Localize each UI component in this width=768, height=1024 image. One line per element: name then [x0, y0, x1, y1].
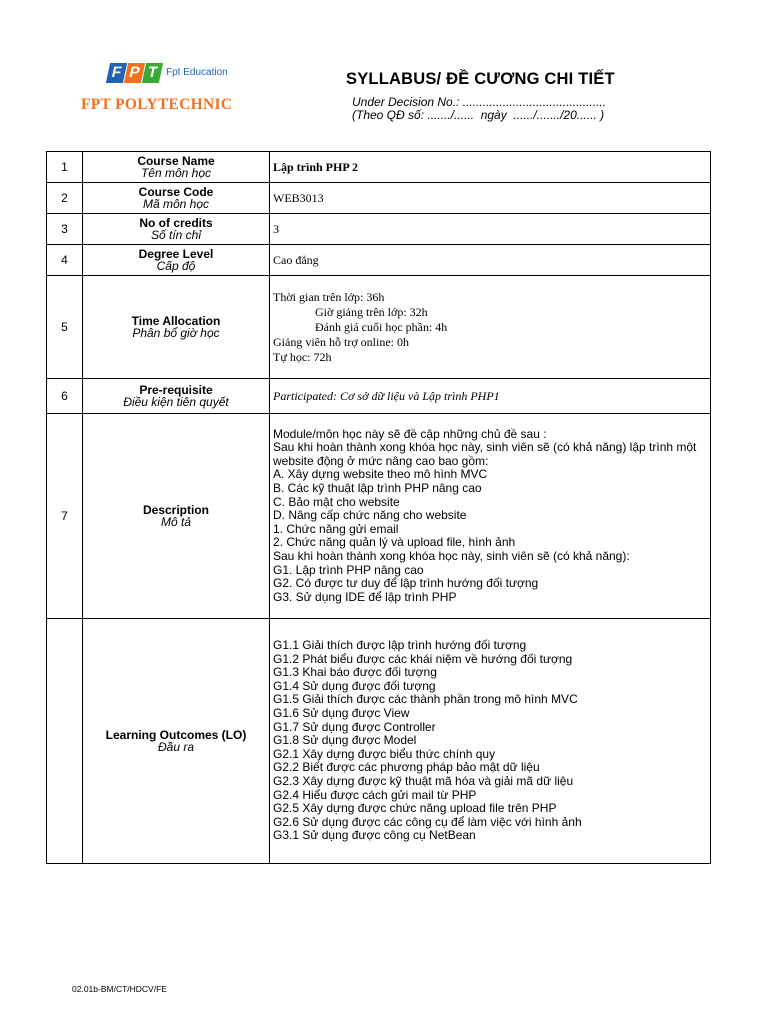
- time-line: Tự học: 72h: [273, 349, 332, 364]
- description-line: D. Nâng cấp chức năng cho website: [273, 508, 467, 523]
- row-number: 5: [47, 276, 83, 379]
- course-name-value: Lập trình PHP 2: [270, 152, 711, 183]
- label-vi: Mã môn học: [142, 197, 210, 211]
- prerequisite-value: Participated: Cơ sở dữ liệu và Lập trình PHP1: [270, 379, 711, 414]
- row-label: [83, 379, 270, 414]
- outcome-line: G1.8 Sử dụng được Model: [273, 733, 417, 748]
- label-en: Pre-requisite: [139, 383, 213, 397]
- fpt-logo-mark: [108, 63, 162, 85]
- course-code-value: WEB3013: [270, 183, 711, 214]
- row-degree: [47, 245, 711, 276]
- label-vi: Tên môn học: [140, 166, 212, 180]
- time-line: Đánh giá cuối học phần: 4h: [315, 319, 448, 334]
- fpt-polytechnic-logo: [80, 60, 260, 116]
- row-course-name: [47, 152, 711, 183]
- outcome-line: G3.1 Sử dụng được công cụ NetBean: [273, 828, 476, 843]
- outcome-line: G2.4 Hiểu được cách gửi mail từ PHP: [273, 787, 477, 802]
- syllabus-table: [46, 151, 711, 864]
- row-label: [83, 245, 270, 276]
- row-label: [83, 152, 270, 183]
- label-en: No of credits: [139, 216, 213, 230]
- outcome-line: G2.6 Sử dụng được các công cụ để làm việc với hình ảnh: [273, 814, 582, 829]
- page-title: SYLLABUS/ ĐỀ CƯƠNG CHI TIẾT: [346, 70, 615, 88]
- logo-polytechnic-text: FPT POLYTECHNIC: [81, 96, 233, 113]
- logo-tile-p: P: [124, 63, 145, 83]
- label-vi: Số tín chỉ: [150, 228, 202, 242]
- degree-value: Cao đẳng: [270, 245, 711, 276]
- label-vi: Phân bổ giờ học: [132, 326, 220, 340]
- learning-outcomes-value: [270, 619, 711, 864]
- logo-tile-f: F: [106, 63, 127, 83]
- label-vi: Đầu ra: [157, 740, 195, 754]
- label-en: Learning Outcomes (LO): [105, 728, 247, 742]
- row-course-code: [47, 183, 711, 214]
- outcome-line: G2.3 Xây dựng được kỹ thuật mã hóa và giải mã dữ liệu: [273, 773, 574, 788]
- outcome-line: G1.3 Khai báo được đối tượng: [273, 665, 437, 680]
- row-label: [83, 619, 270, 864]
- row-label: [83, 414, 270, 619]
- decision-block: [352, 96, 606, 122]
- label-en: Description: [142, 503, 209, 517]
- time-line: Giảng viên hỗ trợ online: 0h: [273, 334, 409, 349]
- row-prerequisite: [47, 379, 711, 414]
- description-line: Sau khi hoàn thành xong khóa học này, sinh viên sẽ (có khả năng) lập trình một website động ở mức nâng cao bao gồm:: [273, 440, 697, 468]
- time-line: Thời gian trên lớp: 36h: [273, 289, 385, 304]
- label-vi: Điều kiện tiên quyết: [123, 395, 229, 409]
- description-line: G3. Sử dụng IDE để lập trình PHP: [273, 589, 457, 604]
- row-description: [47, 414, 711, 619]
- row-credits: [47, 214, 711, 245]
- label-en: Time Allocation: [131, 314, 221, 328]
- description-line: Module/môn học này sẽ đề cập những chủ đề sau :: [273, 426, 547, 441]
- outcome-line: G1.2 Phát biểu được các khái niệm về hướng đối tượng: [273, 651, 573, 666]
- time-allocation-value: [270, 276, 711, 379]
- row-label: [83, 183, 270, 214]
- decision-line-2: (Theo QĐ số: ......./...... ngày ....../......./20...... ): [352, 108, 605, 122]
- row-number: 7: [47, 414, 83, 619]
- label-vi: Cấp độ: [156, 259, 196, 273]
- row-number: [47, 619, 83, 864]
- row-number: 3: [47, 214, 83, 245]
- row-number: 1: [47, 152, 83, 183]
- row-number: 2: [47, 183, 83, 214]
- outcome-line: G1.5 Giải thích được các thành phần trong mô hình MVC: [273, 692, 578, 707]
- description-line: G1. Lập trình PHP nâng cao: [273, 562, 424, 577]
- outcome-line: G2.5 Xây dựng được chức năng upload file trên PHP: [273, 801, 557, 816]
- row-label: [83, 276, 270, 379]
- time-line: Giờ giảng trên lớp: 32h: [315, 304, 428, 319]
- logo-tile-t: T: [142, 63, 163, 83]
- row-number: 6: [47, 379, 83, 414]
- description-line: Sau khi hoàn thành xong khóa học này, sinh viên sẽ (có khả năng):: [273, 548, 630, 563]
- decision-line-1: Under Decision No.: ...........................................: [352, 95, 607, 109]
- credits-value: 3: [270, 214, 711, 245]
- description-line: B. Các kỹ thuật lập trình PHP nâng cao: [273, 481, 482, 496]
- description-line: C. Bảo mật cho website: [273, 494, 400, 509]
- description-line: A. Xây dựng website theo mô hình MVC: [273, 467, 488, 482]
- label-en: Course Code: [138, 185, 214, 199]
- outcome-line: G1.1 Giải thích được lập trình hướng đối tượng: [273, 638, 527, 653]
- description-line: 1. Chức năng gửi email: [273, 521, 399, 536]
- outcome-line: G1.6 Sử dụng được View: [273, 706, 410, 721]
- row-label: [83, 214, 270, 245]
- form-code-footer: 02.01b-BM/CT/HDCV/FE: [72, 984, 167, 994]
- label-en: Course Name: [137, 154, 215, 168]
- outcome-line: G1.4 Sử dụng được đối tượng: [273, 678, 436, 693]
- row-learning-outcomes: [47, 619, 711, 864]
- outcome-line: G2.2 Biết được các phương pháp bảo mật dữ liệu: [273, 760, 540, 775]
- description-line: G2. Có được tư duy để lập trình hướng đối tượng: [273, 576, 539, 591]
- description-value: [270, 414, 711, 619]
- row-number: 4: [47, 245, 83, 276]
- outcome-line: G1.7 Sử dụng được Controller: [273, 719, 436, 734]
- label-vi: Mô tả: [160, 515, 191, 529]
- row-time-allocation: [47, 276, 711, 379]
- logo-education-text: Fpt Education: [166, 67, 228, 78]
- outcome-line: G2.1 Xây dựng được biểu thức chính quy: [273, 746, 496, 761]
- description-line: 2. Chức năng quản lý và upload file, hình ảnh: [273, 535, 516, 550]
- label-en: Degree Level: [138, 247, 214, 261]
